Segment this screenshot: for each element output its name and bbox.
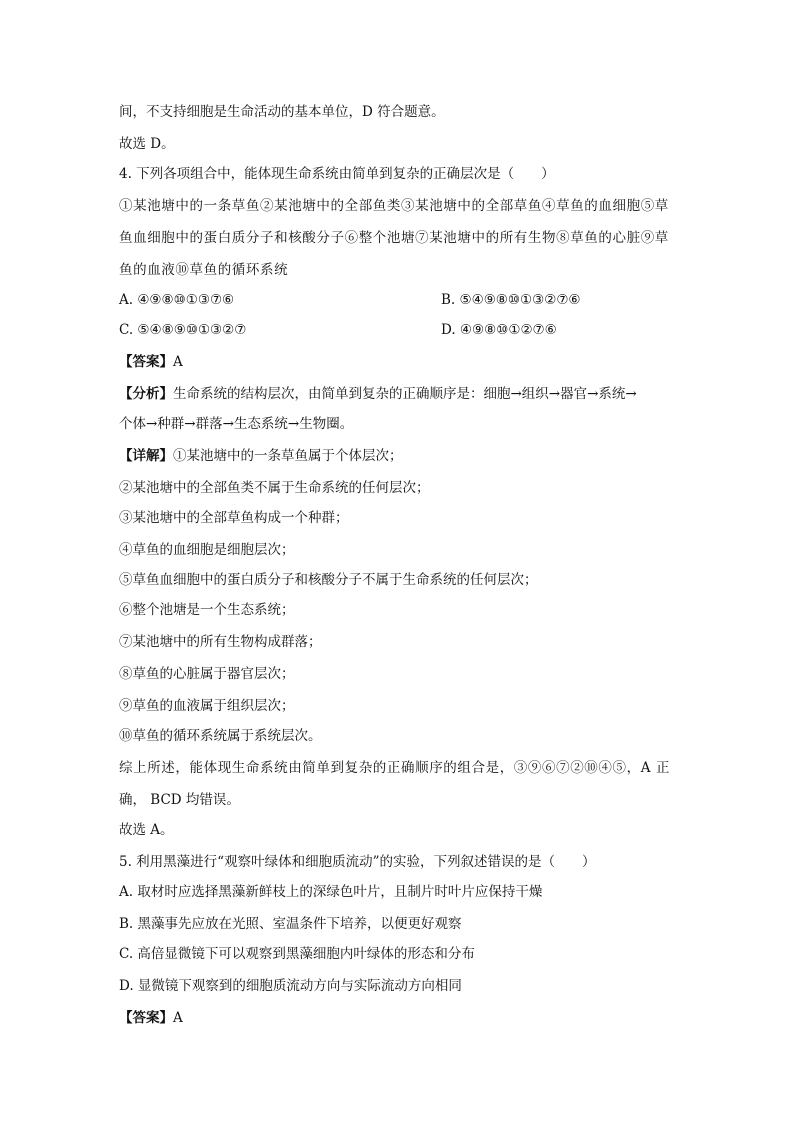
q4-analysis-line-1	[119, 384, 637, 404]
q4-detail-item: ②某池塘中的全部鱼类不属于生命系统的任何层次；	[119, 480, 430, 496]
q4-detail-item: ⑨草鱼的血液属于组织层次；	[119, 698, 295, 714]
q4-detail-item: ⑦某池塘中的所有生物构成群落；	[119, 634, 322, 650]
q4-analysis-line-2: 个体→种群→群落→生态系统→生物圈。	[119, 416, 354, 432]
q4-detail-line-1	[119, 446, 403, 466]
q4-option-d: D. ④⑨⑧⑩①②⑦⑥	[441, 322, 557, 338]
q4-answer-line	[119, 352, 183, 372]
analysis-text-1: 生命系统的结构层次，由简单到复杂的正确顺序是：细胞→组织→器官→系统→	[173, 386, 637, 402]
q4-detail-item: ③某池塘中的全部草鱼构成一个种群；	[119, 510, 349, 526]
prev-explanation-tail: 间，不支持细胞是生命活动的基本单位，D 符合题意。	[119, 104, 445, 120]
q4-items-line-1: ①某池塘中的一条草鱼②某池塘中的全部鱼类③某池塘中的全部草鱼④草鱼的血细胞⑤草	[119, 198, 669, 214]
q4-summary-line-2: 确， BCD 均错误。	[119, 792, 240, 808]
prev-choose-line: 故选 D。	[119, 136, 175, 152]
q4-option-a: A. ④⑨⑧⑩①③⑦⑥	[119, 292, 235, 308]
q5-option-d: D. 显微镜下观察到的细胞质流动方向与实际流动方向相同	[119, 978, 462, 994]
q5-answer-line	[119, 1008, 183, 1028]
q4-choose-line: 故选 A。	[119, 822, 174, 838]
q4-items-line-2: 鱼血细胞中的蛋白质分子和核酸分子⑥整个池塘⑦某池塘中的所有生物⑧草鱼的心脏⑨草	[119, 230, 669, 246]
q4-detail-item: ⑧草鱼的心脏属于器官层次；	[119, 666, 295, 682]
q4-detail-item: ⑤草鱼血细胞中的蛋白质分子和核酸分子不属于生命系统的任何层次；	[119, 572, 538, 588]
q4-items-line-3: 鱼的血液⑩草鱼的循环系统	[119, 262, 289, 278]
answer-value: A	[173, 354, 183, 370]
q4-summary-line-1: 综上所述，能体现生命系统由简单到复杂的正确顺序的组合是，③⑨⑥⑦②⑩④⑤，A 正	[119, 760, 671, 776]
detail-text-1: ①某池塘中的一条草鱼属于个体层次；	[173, 448, 403, 464]
q4-stem: 4. 下列各项组合中，能体现生命系统由简单到复杂的正确层次是（ ）	[119, 166, 555, 182]
answer-value: A	[173, 1010, 183, 1026]
answer-tag: 【答案】	[119, 354, 173, 370]
q5-option-b: B. 黑藻事先应放在光照、室温条件下培养，以便更好观察	[119, 916, 462, 932]
q4-detail-item: ④草鱼的血细胞是细胞层次；	[119, 542, 295, 558]
q5-stem: 5. 利用黑藻进行“观察叶绿体和细胞质流动”的实验，下列叙述错误的是（ ）	[119, 854, 596, 870]
q4-detail-item: ⑥整个池塘是一个生态系统；	[119, 602, 295, 618]
q4-option-c: C. ⑤④⑧⑨⑩①③②⑦	[119, 322, 247, 338]
q4-detail-item: ⑩草鱼的循环系统属于系统层次。	[119, 728, 322, 744]
analysis-tag: 【分析】	[119, 386, 173, 402]
answer-tag: 【答案】	[119, 1010, 173, 1026]
detail-tag: 【详解】	[119, 448, 173, 464]
q5-option-a: A. 取材时应选择黑藻新鲜枝上的深绿色叶片，且制片时叶片应保持干燥	[119, 884, 543, 900]
q5-option-c: C. 高倍显微镜下可以观察到黑藻细胞内叶绿体的形态和分布	[119, 946, 475, 962]
q4-option-b: B. ⑤④⑨⑧⑩①③②⑦⑥	[441, 292, 581, 308]
